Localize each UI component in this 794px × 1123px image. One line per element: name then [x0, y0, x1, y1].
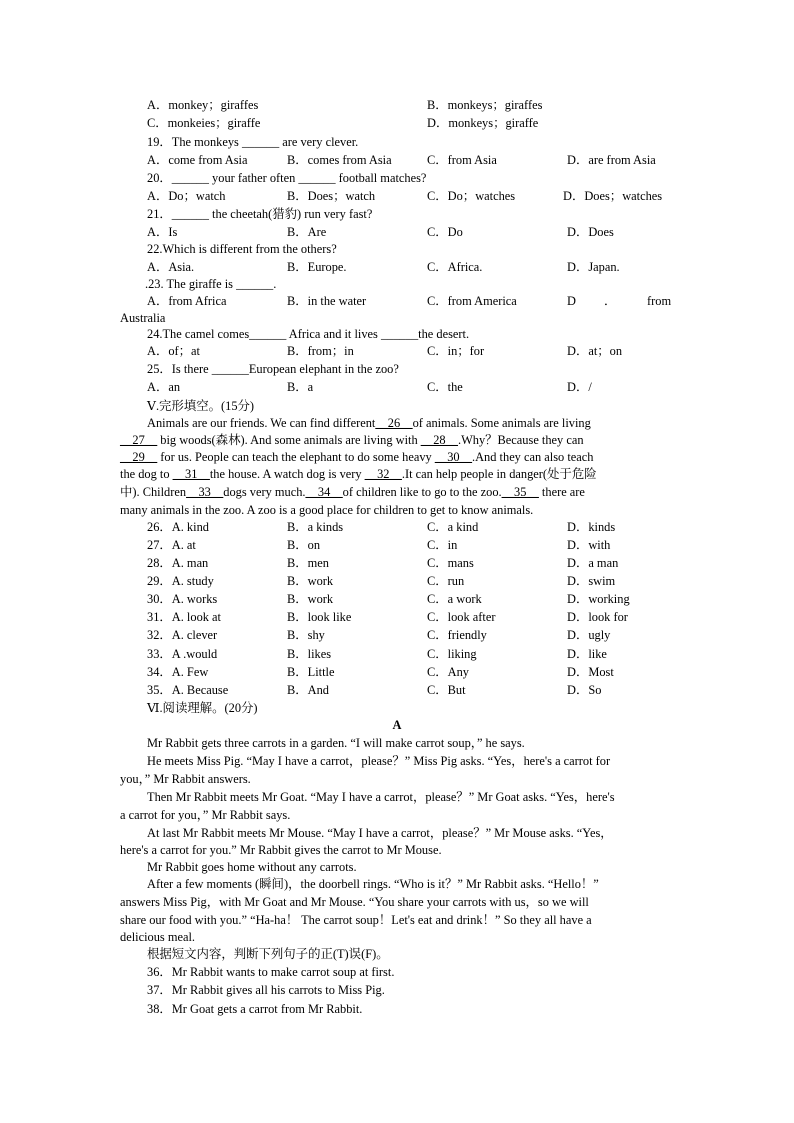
question-23: .23. The giraffe is ______.: [145, 277, 277, 291]
cloze-28-b: B．men: [287, 556, 329, 570]
cloze-34-d: D．Most: [567, 665, 614, 679]
q21-option-d: D．Does: [567, 225, 614, 239]
q23-option-d-dot: ．: [604, 294, 617, 308]
reading-paragraph-6-line-4: delicious meal.: [120, 930, 196, 944]
cloze-30-c: C．a work: [427, 592, 482, 606]
cloze-32-d: D．ugly: [567, 628, 611, 642]
q24-option-a: A．of；at: [147, 344, 200, 358]
q22-option-b: B．Europe.: [287, 260, 347, 274]
cloze-26-c: C．a kind: [427, 520, 479, 534]
cloze-line-2: __27__ big woods(森林). And some animals are living with __28__.Why？Because they can: [120, 433, 584, 447]
cloze-34-c: C．Any: [427, 665, 469, 679]
blank-31: __31__: [172, 467, 210, 481]
cloze-line-5: 中). Children__33__dogs very much.__34__of children like to go to the zoo.__35__ there are: [120, 485, 585, 499]
option-a: A．monkey；giraffes: [147, 98, 259, 112]
question-36: 36．Mr Rabbit wants to make carrot soup at first.: [147, 965, 395, 979]
cloze-34-b: B．Little: [287, 665, 335, 679]
q21-option-b: B．Are: [287, 225, 327, 239]
reading-paragraph-3-line-1: Then Mr Rabbit meets Mr Goat. “May I have a carrot，please？” Mr Goat asks. “Yes，here's: [147, 790, 615, 804]
blank-32: __32__: [364, 467, 402, 481]
cloze-27-c: C．in: [427, 538, 458, 552]
cloze-35-d: D．So: [567, 683, 602, 697]
blank-29: __29__: [120, 450, 158, 464]
question-22: 22.Which is different from the others?: [147, 242, 337, 256]
q25-option-b: B．a: [287, 380, 314, 394]
reading-paragraph-5: Mr Rabbit goes home without any carrots.: [147, 860, 357, 874]
q25-option-d: D．/: [567, 380, 592, 394]
cloze-33-c: C．liking: [427, 647, 477, 661]
cloze-29-b: B．work: [287, 574, 334, 588]
cloze-26-d: D．kinds: [567, 520, 616, 534]
question-21: 21．______ the cheetah(猎豹) run very fast?: [147, 207, 373, 221]
cloze-26-a: 26．A. kind: [147, 520, 209, 534]
q24-option-c: C．in；for: [427, 344, 485, 358]
cloze-30-a: 30．A. works: [147, 592, 218, 606]
q19-option-d: D．are from Asia: [567, 153, 656, 167]
option-b: B．monkeys；giraffes: [427, 98, 543, 112]
q20-option-a: A．Do；watch: [147, 189, 226, 203]
cloze-31-c: C．look after: [427, 610, 496, 624]
q19-option-a: A．come from Asia: [147, 153, 248, 167]
blank-27: __27__: [120, 433, 158, 447]
q24-option-b: B．from；in: [287, 344, 354, 358]
blank-33: __33__: [186, 485, 224, 499]
cloze-35-c: C．But: [427, 683, 466, 697]
blank-30: __30__: [434, 450, 473, 464]
reading-paragraph-1: Mr Rabbit gets three carrots in a garden. “I will make carrot soup，” he says.: [147, 736, 525, 750]
q23-option-d-letter: D: [567, 294, 576, 308]
cloze-33-d: D．like: [567, 647, 607, 661]
cloze-32-b: B．shy: [287, 628, 325, 642]
q23-option-b: B．in the water: [287, 294, 367, 308]
q24-option-d: D．at；on: [567, 344, 623, 358]
q23-option-d-wrap: Australia: [120, 311, 166, 325]
q21-option-a: A．Is: [147, 225, 178, 239]
question-37: 37．Mr Rabbit gives all his carrots to Miss Pig.: [147, 983, 385, 997]
cloze-line-3: __29__ for us. People can teach the elephant to do some heavy __30__.And they can also teach: [120, 450, 594, 464]
cloze-30-d: D．working: [567, 592, 630, 606]
q22-option-c: C．Africa.: [427, 260, 483, 274]
question-38: 38．Mr Goat gets a carrot from Mr Rabbit.: [147, 1002, 363, 1016]
cloze-33-b: B．likes: [287, 647, 332, 661]
cloze-27-b: B．on: [287, 538, 321, 552]
q20-option-c: C．Do；watches: [427, 189, 516, 203]
q20-option-d: D．Does；watches: [563, 189, 663, 203]
q23-option-c: C．from America: [427, 294, 517, 308]
reading-paragraph-6-line-3: share our food with you.” “Ha-ha！ The carrot soup！Let's eat and drink！” So they all have a: [120, 913, 592, 927]
blank-35: __35__: [501, 485, 539, 499]
cloze-30-b: B．work: [287, 592, 334, 606]
cloze-29-c: C．run: [427, 574, 465, 588]
cloze-32-a: 32．A. clever: [147, 628, 218, 642]
reading-instruction: 根据短文内容，判断下列句子的正(T)误(F)。: [147, 947, 389, 961]
q25-option-a: A．an: [147, 380, 181, 394]
blank-26: __26__: [375, 416, 413, 430]
cloze-27-a: 27．A. at: [147, 538, 196, 552]
cloze-31-b: B．look like: [287, 610, 352, 624]
q21-option-c: C．Do: [427, 225, 463, 239]
blank-28: __28__: [420, 433, 458, 447]
cloze-33-a: 33．A .would: [147, 647, 218, 661]
cloze-31-a: 31．A. look at: [147, 610, 221, 624]
cloze-29-a: 29．A. study: [147, 574, 214, 588]
cloze-28-c: C．mans: [427, 556, 474, 570]
q19-option-b: B．comes from Asia: [287, 153, 392, 167]
q20-option-b: B．Does；watch: [287, 189, 376, 203]
cloze-26-b: B．a kinds: [287, 520, 344, 534]
question-25: 25．Is there ______European elephant in the zoo?: [147, 362, 399, 376]
q23-option-d-text: from: [647, 294, 672, 308]
reading-paragraph-4-line-1: At last Mr Rabbit meets Mr Mouse. “May I have a carrot，please？” Mr Mouse asks. “Yes，: [147, 826, 613, 840]
q22-option-d: D．Japan.: [567, 260, 620, 274]
reading-paragraph-6-line-2: answers Miss Pig，with Mr Goat and Mr Mouse. “You share your carrots with us，so we will: [120, 895, 589, 909]
reading-paragraph-2-line-2: you，” Mr Rabbit answers.: [120, 772, 251, 786]
option-c: C．monkeies；giraffe: [147, 116, 261, 130]
q22-option-a: A．Asia.: [147, 260, 195, 274]
reading-paragraph-4-line-2: here's a carrot for you.” Mr Rabbit gives the carrot to Mr Mouse.: [120, 843, 442, 857]
cloze-34-a: 34．A. Few: [147, 665, 209, 679]
question-24: 24.The camel comes______ Africa and it lives ______the desert.: [147, 327, 470, 341]
q25-option-c: C．the: [427, 380, 463, 394]
cloze-31-d: D．look for: [567, 610, 628, 624]
blank-34: __34__: [305, 485, 343, 499]
passage-label: A: [392, 718, 402, 732]
cloze-28-d: D．a man: [567, 556, 619, 570]
section-5-heading: Ⅴ.完形填空。(15分): [147, 399, 255, 413]
q23-option-a: A．from Africa: [147, 294, 227, 308]
cloze-29-d: D．swim: [567, 574, 616, 588]
q19-option-c: C．from Asia: [427, 153, 497, 167]
cloze-line-1: Animals are our friends. We can find different__26__of animals. Some animals are living: [147, 416, 591, 430]
option-d: D．monkeys；giraffe: [427, 116, 539, 130]
cloze-line-4: the dog to __31__the house. A watch dog is very __32__.It can help people in danger(处于危险: [120, 467, 597, 481]
reading-paragraph-6-line-1: After a few moments (瞬间)，the doorbell rings. “Who is it？” Mr Rabbit asks. “Hello！”: [147, 877, 599, 891]
cloze-28-a: 28．A. man: [147, 556, 209, 570]
cloze-35-a: 35．A. Because: [147, 683, 229, 697]
section-6-heading: Ⅵ.阅读理解。(20分): [147, 701, 258, 715]
reading-paragraph-3-line-2: a carrot for you，” Mr Rabbit says.: [120, 808, 291, 822]
reading-paragraph-2-line-1: He meets Miss Pig. “May I have a carrot，please？” Miss Pig asks. “Yes，here's a carrot for: [147, 754, 611, 768]
cloze-32-c: C．friendly: [427, 628, 487, 642]
cloze-line-6: many animals in the zoo. A zoo is a good place for children to get to know animals.: [120, 503, 534, 517]
question-19: 19．The monkeys ______ are very clever.: [147, 135, 359, 149]
question-20: 20．______ your father often ______ football matches?: [147, 171, 427, 185]
cloze-27-d: D．with: [567, 538, 611, 552]
cloze-35-b: B．And: [287, 683, 329, 697]
